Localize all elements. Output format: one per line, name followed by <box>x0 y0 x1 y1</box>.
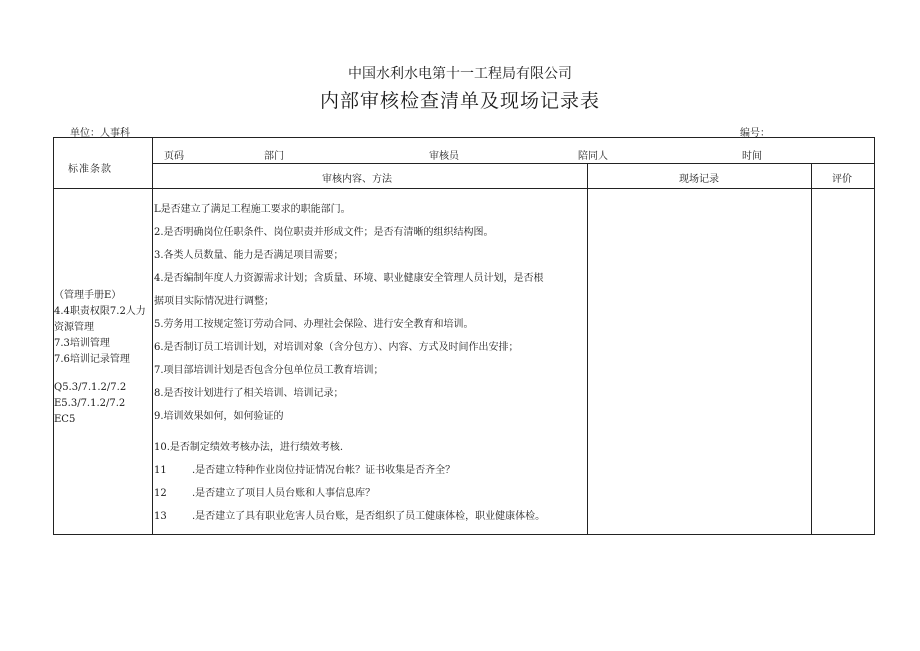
clause-line: EC5 <box>54 414 76 425</box>
item-number: 11 <box>154 465 167 476</box>
audit-checklist-table <box>53 137 875 535</box>
clause-line: 7.3培训管理 <box>54 338 110 349</box>
unit-label: 单位：人事科 <box>70 128 130 139</box>
item-number: 13 <box>154 511 167 522</box>
auditor-label: 审核员 <box>429 151 459 162</box>
audit-item <box>154 484 375 499</box>
clause-line: E5.3/7.1.2/7.2 <box>54 398 126 409</box>
company-name: 中国水利水电第十一工程局有限公司 <box>348 66 572 82</box>
audit-item: 6.是否制订员工培训计划，对培训对象（含分包方）、内容、方式及时间作出安排； <box>154 342 519 353</box>
audit-item: 5.劳务用工按规定签订劳动合同、办理社会保险、进行安全教育和培训。 <box>154 319 474 330</box>
item-text: .是否建立了项目人员台账和人事信息库？ <box>192 488 376 499</box>
time-label: 时间 <box>742 151 762 162</box>
divider-header-row <box>54 188 874 189</box>
audit-item: 9.培训效果如何，如何验证的 <box>154 411 284 422</box>
page-title: 内部审核检查清单及现场记录表 <box>319 90 600 112</box>
clause-references <box>54 288 152 428</box>
divider-evaluation-column <box>811 163 812 534</box>
audit-item: 8.是否按计划进行了相关培训、培训记录； <box>154 388 344 399</box>
audit-content-header: 审核内容、方法 <box>322 174 392 185</box>
item-number: 12 <box>154 488 167 499</box>
audit-item: 4.是否编制年度人力资源需求计划；含质量、环境、职业健康安全管理人员计划，是否根 <box>154 273 544 284</box>
audit-item: 7.项目部培训计划是否包含分包单位员工教育培训； <box>154 365 384 376</box>
field-record-header: 现场记录 <box>679 174 719 185</box>
item-text: .是否建立特种作业岗位持证情况台帐？证书收集是否齐全？ <box>192 465 456 476</box>
divider-record-column <box>587 163 588 534</box>
clause-line: 7.6培训记录管理 <box>54 354 130 365</box>
audit-item: L是否建立了满足工程施工要求的职能部门。 <box>154 204 351 215</box>
evaluation-header: 评价 <box>832 174 852 185</box>
audit-item <box>154 461 455 476</box>
companion-label: 陪同人 <box>578 151 608 162</box>
audit-item: 3.各类人员数量、能力是否满足项目需要； <box>154 250 344 261</box>
clause-line: Q5.3/7.1.2/7.2 <box>54 382 127 393</box>
page-number-label: 页码 <box>164 151 184 162</box>
divider-meta-row <box>152 163 874 164</box>
audit-item: 2.是否明确岗位任职条件、岗位职责并形成文件；是否有清晰的组织结构图。 <box>154 227 494 238</box>
serial-number-label: 编号： <box>740 128 770 139</box>
department-label: 部门 <box>264 151 284 162</box>
clause-line: （管理手册E） <box>54 290 122 301</box>
audit-item: 10.是否制定绩效考核办法，进行绩效考核. <box>154 442 344 453</box>
item-text: .是否建立了具有职业危害人员台账，是否组织了员工健康体检，职业健康体检。 <box>192 511 546 522</box>
clause-line <box>54 368 152 380</box>
divider-clause-column <box>152 138 153 534</box>
audit-item: 据项目实际情况进行调整； <box>154 296 274 307</box>
clause-line: 4.4职责权限7.2人力资源管理 <box>54 306 146 333</box>
audit-item <box>154 507 545 522</box>
standard-clause-header: 标准条款 <box>68 164 112 175</box>
